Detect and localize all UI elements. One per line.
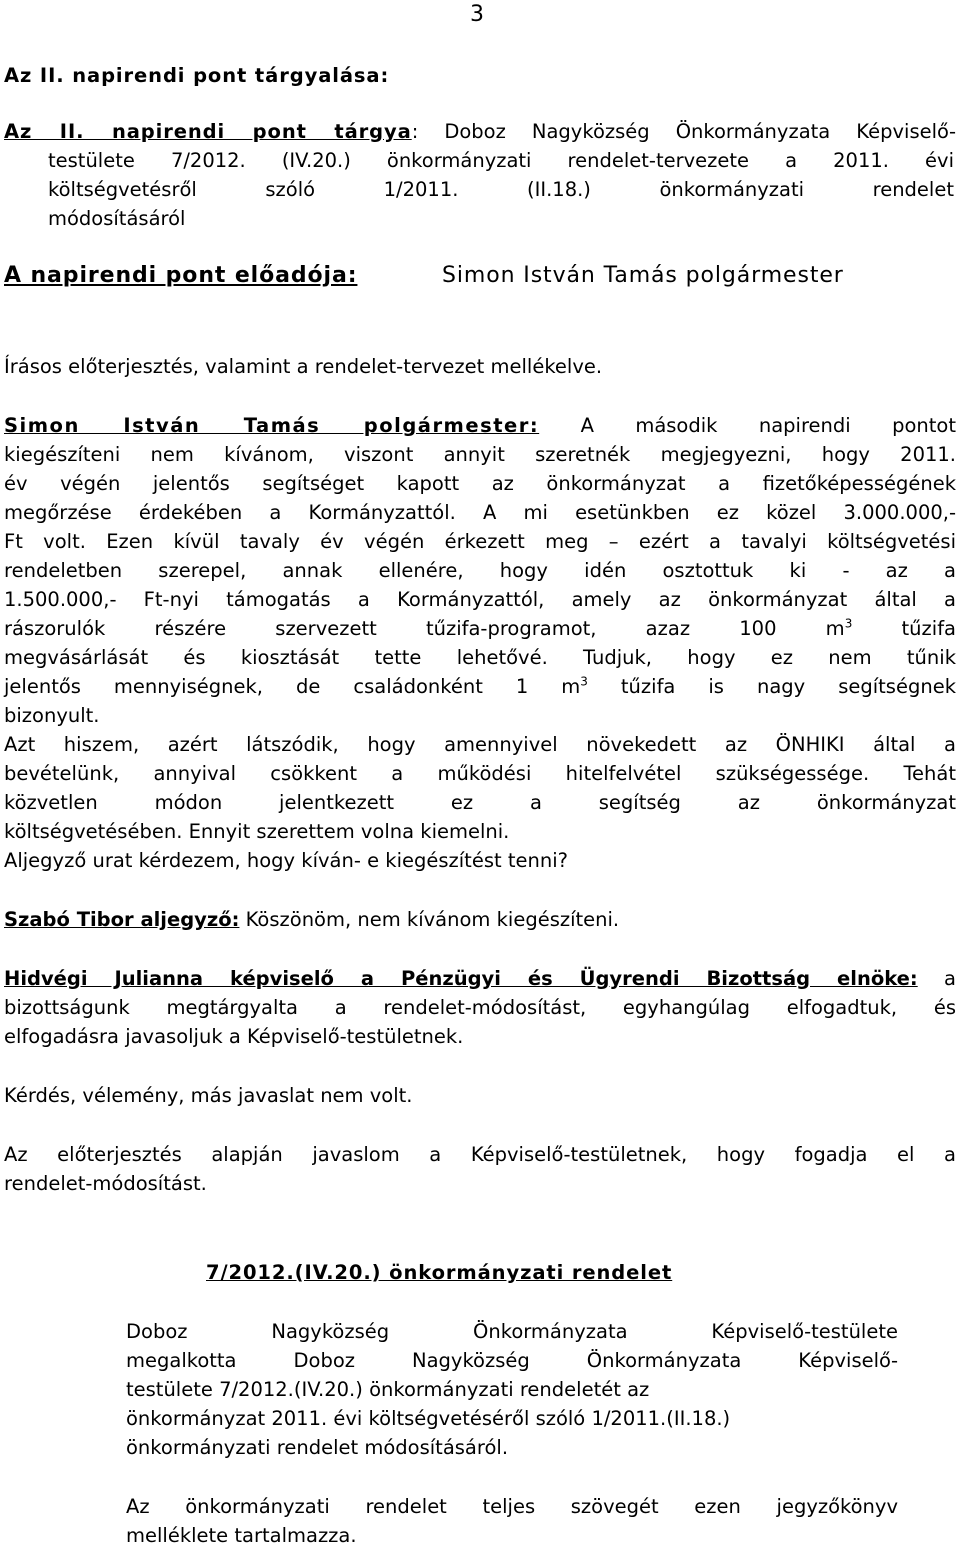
mayor-line-13: bevételünk, annyival csökkent a működési hitelfelvétel szükségessége. Tehát <box>4 762 956 785</box>
page-number: 3 <box>470 2 484 27</box>
mayor-line-1: Simon István Tamás polgármester: A második napirendi pontot <box>4 414 956 437</box>
agenda-heading: Az II. napirendi pont tárgyalása: <box>4 64 390 87</box>
mayor-line-11: bizonyult. <box>4 704 100 727</box>
decree-annex-line-2: melléklete tartalmazza. <box>126 1524 357 1547</box>
notary-paragraph: Szabó Tibor aljegyző: Köszönöm, nem kívánom kiegészíteni. <box>4 908 620 931</box>
decree-line-5: önkormányzati rendelet módosításáról. <box>126 1436 509 1459</box>
mayor-name: Simon István Tamás polgármester: <box>4 414 540 437</box>
superscript-3: 3 <box>580 674 588 689</box>
decree-annex-line-1: Az önkormányzati rendelet teljes szövegét ezen jegyzőkönyv <box>126 1495 898 1518</box>
decree-line-3: testülete 7/2012.(IV.20.) önkormányzati rendeletét az <box>126 1378 650 1401</box>
mayor-line-4: megőrzése érdekében a Kormányzattól. A mi esetünkben ez közel 3.000.000,- <box>4 501 956 524</box>
decree-line-1: Doboz Nagyközség Önkormányzata Képviselő-testülete <box>126 1320 898 1343</box>
mayor-line-6: rendeletben szerepel, annak ellenére, hogy idén osztottuk ki - az a <box>4 559 956 582</box>
mayor-line-14: közvetlen módon jelentkezett ez a segítség az önkormányzat <box>4 791 956 814</box>
presenter-value: Simon István Tamás polgármester <box>442 263 844 288</box>
notary-name: Szabó Tibor aljegyző: <box>4 908 240 931</box>
subject-line-2: testülete 7/2012. (IV.20.) önkormányzati rendelet-tervezete a 2011. évi <box>48 149 954 172</box>
proposal-line-1: Az előterjesztés alapján javaslom a Képviselő-testületnek, hogy fogadja el a <box>4 1143 956 1166</box>
mayor-line-7: 1.500.000,- Ft-nyi támogatás a Kormányzattól, amely az önkormányzat által a <box>4 588 956 611</box>
mayor-line-3: év végén jelentős segítséget kapott az önkormányzat a fizetőképességének <box>4 472 956 495</box>
committee-line-3: elfogadásra javasoljuk a Képviselő-testületnek. <box>4 1025 464 1048</box>
mayor-line-5: Ft volt. Ezen kívül tavaly év végén érkezett meg – ezért a tavalyi költségvetési <box>4 530 956 553</box>
subject-line-4: módosításáról <box>48 207 186 230</box>
subject-line-3: költségvetésről szóló 1/2011. (II.18.) önkormányzati rendelet <box>48 178 954 201</box>
mayor-line-9: megvásárlását és kiosztását tette lehetővé. Tudjuk, hogy ez nem tűnik <box>4 646 956 669</box>
committee-name: Hidvégi Julianna képviselő a Pénzügyi és Ügyrendi Bizottság elnöke: <box>4 967 918 990</box>
subject-line-1: Az II. napirendi pont tárgya: Doboz Nagyközség Önkormányzata Képviselő- <box>4 120 956 143</box>
committee-line-1: Hidvégi Julianna képviselő a Pénzügyi és Ügyrendi Bizottság elnöke: a <box>4 967 956 990</box>
mayor-line-15: költségvetésében. Ennyit szerettem volna kiemelni. <box>4 820 510 843</box>
decree-line-4: önkormányzat 2011. évi költségvetéséről szóló 1/2011.(II.18.) <box>126 1407 731 1430</box>
mayor-line-16: Aljegyző urat kérdezem, hogy kíván- e kiegészítést tenni? <box>4 849 568 872</box>
mayor-line-10: jelentős mennyiségnek, de családonként 1 $m^3$ tűzifa is nagy segítségnek <box>4 674 956 698</box>
subject-label: Az II. napirendi pont tárgya <box>4 120 412 143</box>
no-questions-note: Kérdés, vélemény, más javaslat nem volt. <box>4 1084 413 1107</box>
mayor-line-12: Azt hiszem, azért látszódik, hogy amennyivel növekedett az ÖNHIKI által a <box>4 733 956 756</box>
decree-line-2: megalkotta Doboz Nagyközség Önkormányzata Képviselő- <box>126 1349 898 1372</box>
decree-title: 7/2012.(IV.20.) önkormányzati rendelet <box>206 1261 673 1284</box>
proposal-line-2: rendelet-módosítást. <box>4 1172 207 1195</box>
mayor-line-8: rászorulók részére szervezett tűzifa-programot, azaz 100 $m^3$ tűzifa <box>4 616 957 640</box>
superscript-3: 3 <box>844 616 853 631</box>
presenter-label: A napirendi pont előadója: <box>4 263 358 288</box>
written-note: Írásos előterjesztés, valamint a rendelet-tervezet mellékelve. <box>4 355 603 378</box>
mayor-line-2: kiegészíteni nem kívánom, viszont annyit szeretnék megjegyezni, hogy 2011. <box>4 443 956 466</box>
committee-line-2: bizottságunk megtárgyalta a rendelet-módosítást, egyhangúlag elfogadtuk, és <box>4 996 956 1019</box>
